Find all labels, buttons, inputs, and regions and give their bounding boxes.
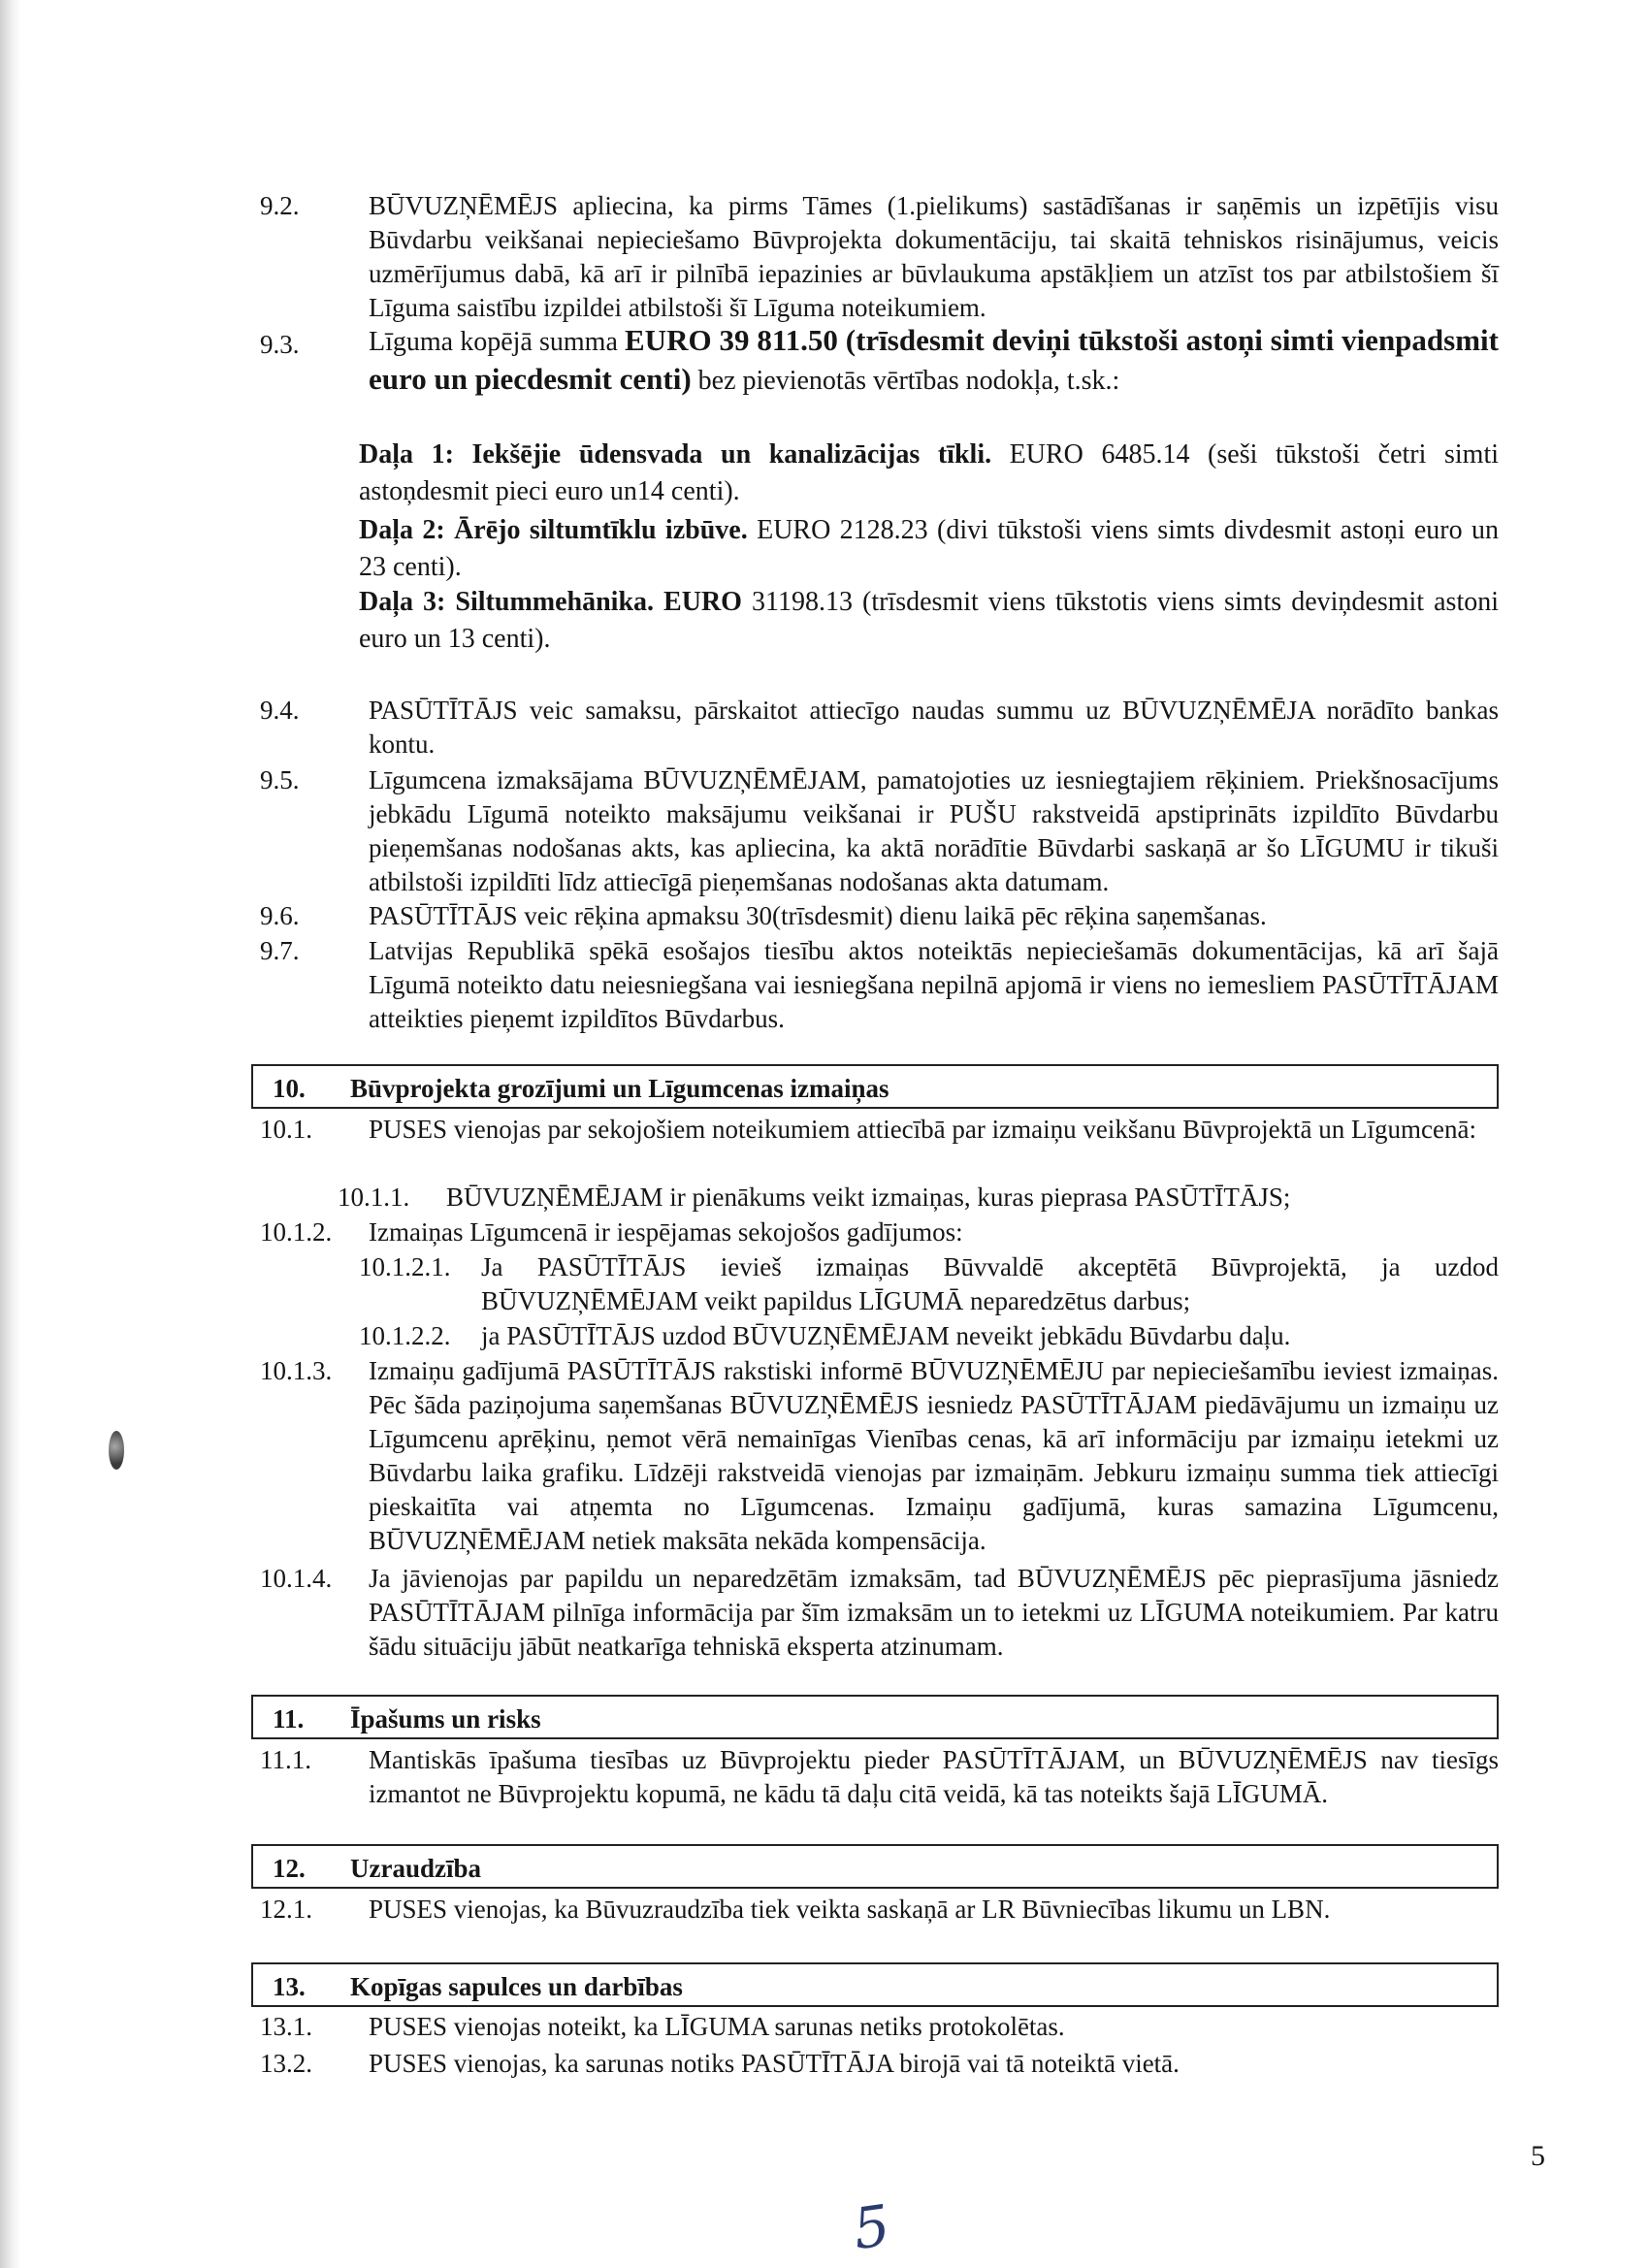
clause-9-6-text: PASŪTĪTĀJS veic rēķina apmaksu 30(trīsdesmit) dienu laikā pēc rēķina saņemšanas. bbox=[369, 901, 1267, 930]
clause-10-1-4-text: Ja jāvienojas par papildu un neparedzētām izmaksām, tad BŪVUZŅĒMĒJS pēc pieprasījuma jāsniedz PASŪTĪTĀJAM pilnīga informācija par šīm izmaksām un to ietekmi uz LĪGUMA noteikumiem. Par katru šādu situāciju jābūt neatkarīga tehniskā eksperta atzinumam. bbox=[369, 1564, 1499, 1661]
clause-number: 12.1. bbox=[260, 1895, 312, 1924]
clause-number: 11.1. bbox=[260, 1745, 311, 1774]
binder-hole bbox=[109, 1431, 124, 1470]
clause-number: 10.1.1. bbox=[338, 1183, 410, 1212]
section-number: 12. bbox=[273, 1854, 306, 1883]
clause-13-1-text: PUSES vienojas noteikt, ka LĪGUMA sarunas netiks protokolētas. bbox=[369, 2012, 1065, 2041]
clause-10-1-3-text: Izmaiņu gadījumā PASŪTĪTĀJS rakstiski informē BŪVUZŅĒMĒJU par nepieciešamību ieviest izmaiņas. Pēc šāda paziņojuma saņemšanas BŪVUZŅĒMĒJS iesniedz PASŪTĪTĀJAM piedāvājumu un izmaiņu uz Līgumcenu aprēķinu, ņemot vērā nemainīgas Vienības cenas, kā arī informāciju par izmaiņu ietekmi uz Būvdarbu laika grafiku. Līdzēji rakstveidā vienojas par izmaiņām. Jebkuru izmaiņu summa tiek attiecīgi pieskaitīta vai atņemta no Līgumcenas. Izmaiņu gadījumā, kuras samazina Līgumcenu, BŪVUZŅĒMĒJAM netiek maksāta nekāda kompensācija. bbox=[369, 1356, 1499, 1555]
section-title: Uzraudzība bbox=[350, 1854, 481, 1883]
clause-9-5-text: Līgumcena izmaksājama BŪVUZŅĒMĒJAM, pamatojoties uz iesniegtajiem rēķiniem. Priekšnosacījums jebkādu Līgumā noteikto maksājumu veikšanai ir PUŠU rakstveidā apstiprināts izpildīto Būvdarbu pieņemšanas nodošanas akts, kas apliecina, ka aktā norādītie Būvdarbi saskaņā ar šo LĪGUMU ir tikuši atbilstoši izpildīti līdz attiecīgā pieņemšanas nodošanas akta datumam. bbox=[369, 765, 1499, 896]
clause-number: 9.5. bbox=[260, 765, 300, 794]
clause-13-2-text: PUSES vienojas, ka sarunas notiks PASŪTĪTĀJA birojā vai tā noteiktā vietā. bbox=[369, 2049, 1180, 2078]
part-2-text: EURO 2128.23 (divi tūkstoši viens simts divdesmit astoņi euro un 23 centi). bbox=[359, 515, 1500, 582]
clause-number: 13.2. bbox=[260, 2049, 312, 2078]
clause-number: 9.7. bbox=[260, 936, 300, 965]
clause-11-1-text: Mantiskās īpašuma tiesības uz Būvprojektu pieder PASŪTĪTĀJAM, un BŪVUZŅĒMĒJS nav tiesīgs izmantot ne Būvprojektu kopumā, ne kādu tā daļu citā veidā, kā tas noteikts šajā LĪGUMĀ. bbox=[369, 1745, 1499, 1808]
part-1 bbox=[359, 437, 1499, 510]
total-sum-prefix: Līguma kopējā summa bbox=[369, 327, 625, 357]
clause-number: 9.3. bbox=[260, 330, 300, 359]
clause-10-1-2-1-text: Ja PASŪTĪTĀJS ievieš izmaiņas Būvvaldē akceptētā Būvprojektā, ja uzdod BŪVUZŅĒMĒJAM veikt papildus LĪGUMĀ neparedzētus darbus; bbox=[481, 1252, 1499, 1315]
clause-number: 9.2. bbox=[260, 191, 300, 220]
part-3-title: Siltummehānika. EURO bbox=[455, 587, 742, 617]
clause-10-1-2-2-text: ja PASŪTĪTĀJS uzdod BŪVUZŅĒMĒJAM neveikt jebkādu Būvdarbu daļu. bbox=[481, 1321, 1291, 1350]
section-number: 11. bbox=[273, 1704, 305, 1733]
clause-number: 10.1. bbox=[260, 1115, 312, 1144]
section-title: Būvprojekta grozījumi un Līgumcenas izmaiņas bbox=[350, 1074, 889, 1103]
part-2-label: Daļa 2: bbox=[359, 515, 445, 545]
part-2-title: Ārējo siltumtīklu izbūve. bbox=[454, 515, 748, 545]
part-2 bbox=[359, 512, 1499, 586]
section-12-heading-box bbox=[251, 1844, 1499, 1889]
scan-edge-shadow bbox=[0, 0, 21, 2268]
total-sum-suffix: bez pievienotās vērtības nodokļa, t.sk.: bbox=[691, 366, 1120, 396]
clause-9-2-text: BŪVUZŅĒMĒJS apliecina, ka pirms Tāmes (1.pielikums) sastādīšanas ir saņēmis un izpētījis visu Būvdarbu veikšanai nepieciešamo Būvprojekta dokumentāciju, tai skaitā tehniskos risinājumus, veicis uzmērījumus dabā, kā arī ir pilnībā iepazinies ar būvlaukuma apstākļiem un atzīst tos par atbilstošiem šī Līguma saistību izpildei atbilstoši šī Līguma noteikumiem. bbox=[369, 191, 1499, 322]
clause-number: 13.1. bbox=[260, 2012, 312, 2041]
clause-10-1-text: PUSES vienojas par sekojošiem noteikumiem attiecībā par izmaiņu veikšanu Būvprojektā un Līgumcenā: bbox=[369, 1115, 1476, 1144]
section-10-heading-box bbox=[251, 1064, 1499, 1109]
clause-9-3-text bbox=[369, 322, 1499, 400]
clause-9-7-text: Latvijas Republikā spēkā esošajos tiesību aktos noteiktās nepieciešamās dokumentācijas, kā arī šajā Līgumā noteikto datu neiesniegšana vai iesniegšana nepilnā apjomā ir viens no iemesliem PASŪTĪTĀJAM atteikties pieņemt izpildītos Būvdarbus. bbox=[369, 936, 1499, 1033]
clause-number: 10.1.2.1. bbox=[359, 1252, 451, 1281]
section-number: 13. bbox=[273, 1972, 306, 2001]
page-number: 5 bbox=[1531, 2140, 1545, 2172]
part-1-text: EURO 6485.14 (seši tūkstoši četri simti astoņdesmit pieci euro un14 centi). bbox=[359, 439, 1499, 506]
handwritten-page-mark: 5 bbox=[849, 2191, 894, 2263]
part-3-text: 31198.13 (trīsdesmit viens tūkstotis viens simts deviņdesmit astoni euro un 13 centi). bbox=[359, 587, 1500, 654]
part-3-label: Daļa 3: bbox=[359, 587, 446, 617]
part-1-label: Daļa 1: bbox=[359, 439, 454, 470]
section-11-heading-box bbox=[251, 1695, 1499, 1739]
clause-number: 10.1.2. bbox=[260, 1217, 333, 1247]
section-title: Īpašums un risks bbox=[350, 1704, 541, 1733]
clause-number: 10.1.3. bbox=[260, 1356, 333, 1385]
clause-9-4-text: PASŪTĪTĀJS veic samaksu, pārskaitot attiecīgo naudas summu uz BŪVUZŅĒMĒJA norādīto bankas kontu. bbox=[369, 696, 1499, 759]
part-1-title: Iekšējie ūdensvada un kanalizācijas tīkli. bbox=[471, 439, 992, 470]
total-sum-amount: EURO 39 811.50 (trīsdesmit deviņi tūkstoši astoņi simti vienpadsmit euro un piecdesmit centi) bbox=[369, 323, 1499, 396]
clause-number: 10.1.4. bbox=[260, 1564, 333, 1593]
section-number: 10. bbox=[273, 1074, 306, 1103]
clause-10-1-2-text: Izmaiņas Līgumcenā ir iespējamas sekojošos gadījumos: bbox=[369, 1217, 963, 1247]
clause-number: 10.1.2.2. bbox=[359, 1321, 451, 1350]
clause-number: 9.6. bbox=[260, 901, 300, 930]
clause-number: 9.4. bbox=[260, 696, 300, 725]
section-13-heading-box bbox=[251, 1962, 1499, 2007]
clause-10-1-1-text: BŪVUZŅĒMĒJAM ir pienākums veikt izmaiņas, kuras pieprasa PASŪTĪTĀJS; bbox=[446, 1183, 1291, 1212]
part-3 bbox=[359, 584, 1499, 658]
clause-12-1-text: PUSES vienojas, ka Būvuzraudzība tiek veikta saskaņā ar LR Būvniecības likumu un LBN. bbox=[369, 1895, 1331, 1924]
section-title: Kopīgas sapulces un darbības bbox=[350, 1972, 683, 2001]
